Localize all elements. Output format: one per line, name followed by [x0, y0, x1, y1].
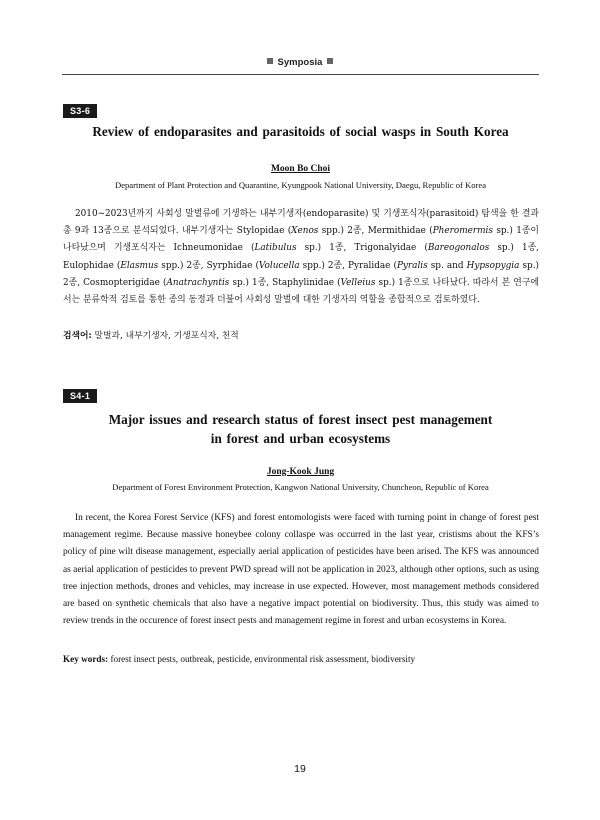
- keywords-line: [63, 329, 539, 343]
- session-tag: S3-6: [63, 104, 97, 118]
- taxon-name: Bareogonalos: [427, 243, 490, 254]
- running-header: [0, 57, 600, 68]
- keywords-line: [63, 652, 539, 666]
- session-tag: S4-1: [63, 389, 97, 403]
- abstract-text: sp.) 1종, Staphylinidae (: [229, 277, 341, 288]
- abstract-text: 2010~2023년까지 사회성 말벌류에 기생하는 내부기생자(endoparasite) 및 기생포식자(parasitoid) 탐색을 한 결과 총 9과 13종으로 분석되었다. 내부기생자는 Stylopidae (: [63, 209, 539, 237]
- keywords-text: 말벌과, 내부기생자, 기생포식자, 천적: [94, 331, 239, 341]
- abstract-text: spp.) 2종, Pyralidae (: [299, 260, 397, 271]
- taxon-name: Velleius: [340, 277, 376, 288]
- keywords-label: Key words:: [63, 654, 109, 664]
- abstract-body: In recent, the Korea Forest Service (KFS) and forest entomologists were faced with turning point in change of forest pest management regime. Because massive honeybee colony collaspe was occurred in the last year, cristisms about the KFS’s policy of pine wilt disease management, especially aerial application of pesticides have been arised. The KFS was announced as aerial application of pesticides to prevent PWD spread will not be application in 2023, although other options, such as using tree injection methods, drones and vehicles, may increase in use expected. However, most management methods considered are based on synthetic chemicals that also have a negative impact potential on biodiversity. Thus, this study was aimed to review trends in the occurence of forest insect pests and management regime in forest and urban ecosystems in Korea.: [63, 513, 539, 627]
- abstract-body: [63, 206, 539, 309]
- title-line: Major issues and research status of forest insect pest management: [108, 412, 493, 427]
- abstract-title: [62, 410, 539, 448]
- taxon-name: Volucella: [258, 260, 300, 271]
- author-affiliation: Department of Plant Protection and Quarantine, Kyungpook National University, Daegu, Republic of Korea: [114, 180, 487, 190]
- keywords-text: forest insect pests, outbreak, pesticide, environmental risk assessment, biodiversity: [110, 654, 416, 664]
- taxon-name: Xenos: [291, 226, 319, 237]
- header-rule: [62, 74, 539, 75]
- taxon-name: Pyralis: [396, 260, 428, 271]
- square-bullet-icon: [327, 58, 333, 64]
- taxon-name: Latibulus: [254, 243, 297, 254]
- square-bullet-icon: [267, 58, 273, 64]
- title-line: in forest and urban ecosystems: [210, 431, 391, 446]
- header-label: Symposia: [277, 57, 323, 68]
- taxon-name: Pheromermis: [432, 226, 493, 237]
- abstract-title: Review of endoparasites and parasitoids of social wasps in South Korea: [92, 124, 509, 139]
- abstract-text: sp. and: [427, 260, 467, 271]
- taxon-name: Anatrachyntis: [166, 277, 230, 288]
- taxon-name: Hypsopygia: [466, 260, 520, 271]
- page-number: 19: [294, 763, 306, 775]
- abstract-text: sp.) 1종이 나타났으며 기생포식자는 Ichneumonidae (: [63, 226, 539, 254]
- abstract-text: sp.) 1종, Trigonalyidae (: [296, 243, 428, 254]
- abstract-text: sp.) 1종, Eulophidae (: [63, 243, 539, 271]
- abstract-text: spp.) 2종, Mermithidae (: [318, 226, 433, 237]
- author-affiliation: Department of Forest Environment Protection, Kangwon National University, Chuncheon, Republic of Korea: [112, 482, 489, 492]
- taxon-name: Elasmus: [120, 260, 159, 271]
- keywords-label: 검색어:: [63, 331, 92, 341]
- author-name: Jong-Kook Jung: [266, 467, 335, 477]
- abstract-text: spp.) 2종, Syrphidae (: [158, 260, 259, 271]
- author-name: Moon Bo Choi: [270, 164, 331, 174]
- abstract-text: sp.) 1종으로 나타났다. 따라서 본 연구에서는 분류학적 검토를 통한 종의 동정과 더불어 사회성 말벌에 대한 기생자의 역할을 종합적으로 검토하였다.: [63, 277, 539, 306]
- abstract-text: sp.) 2종, Cosmopterigidae (: [63, 260, 540, 288]
